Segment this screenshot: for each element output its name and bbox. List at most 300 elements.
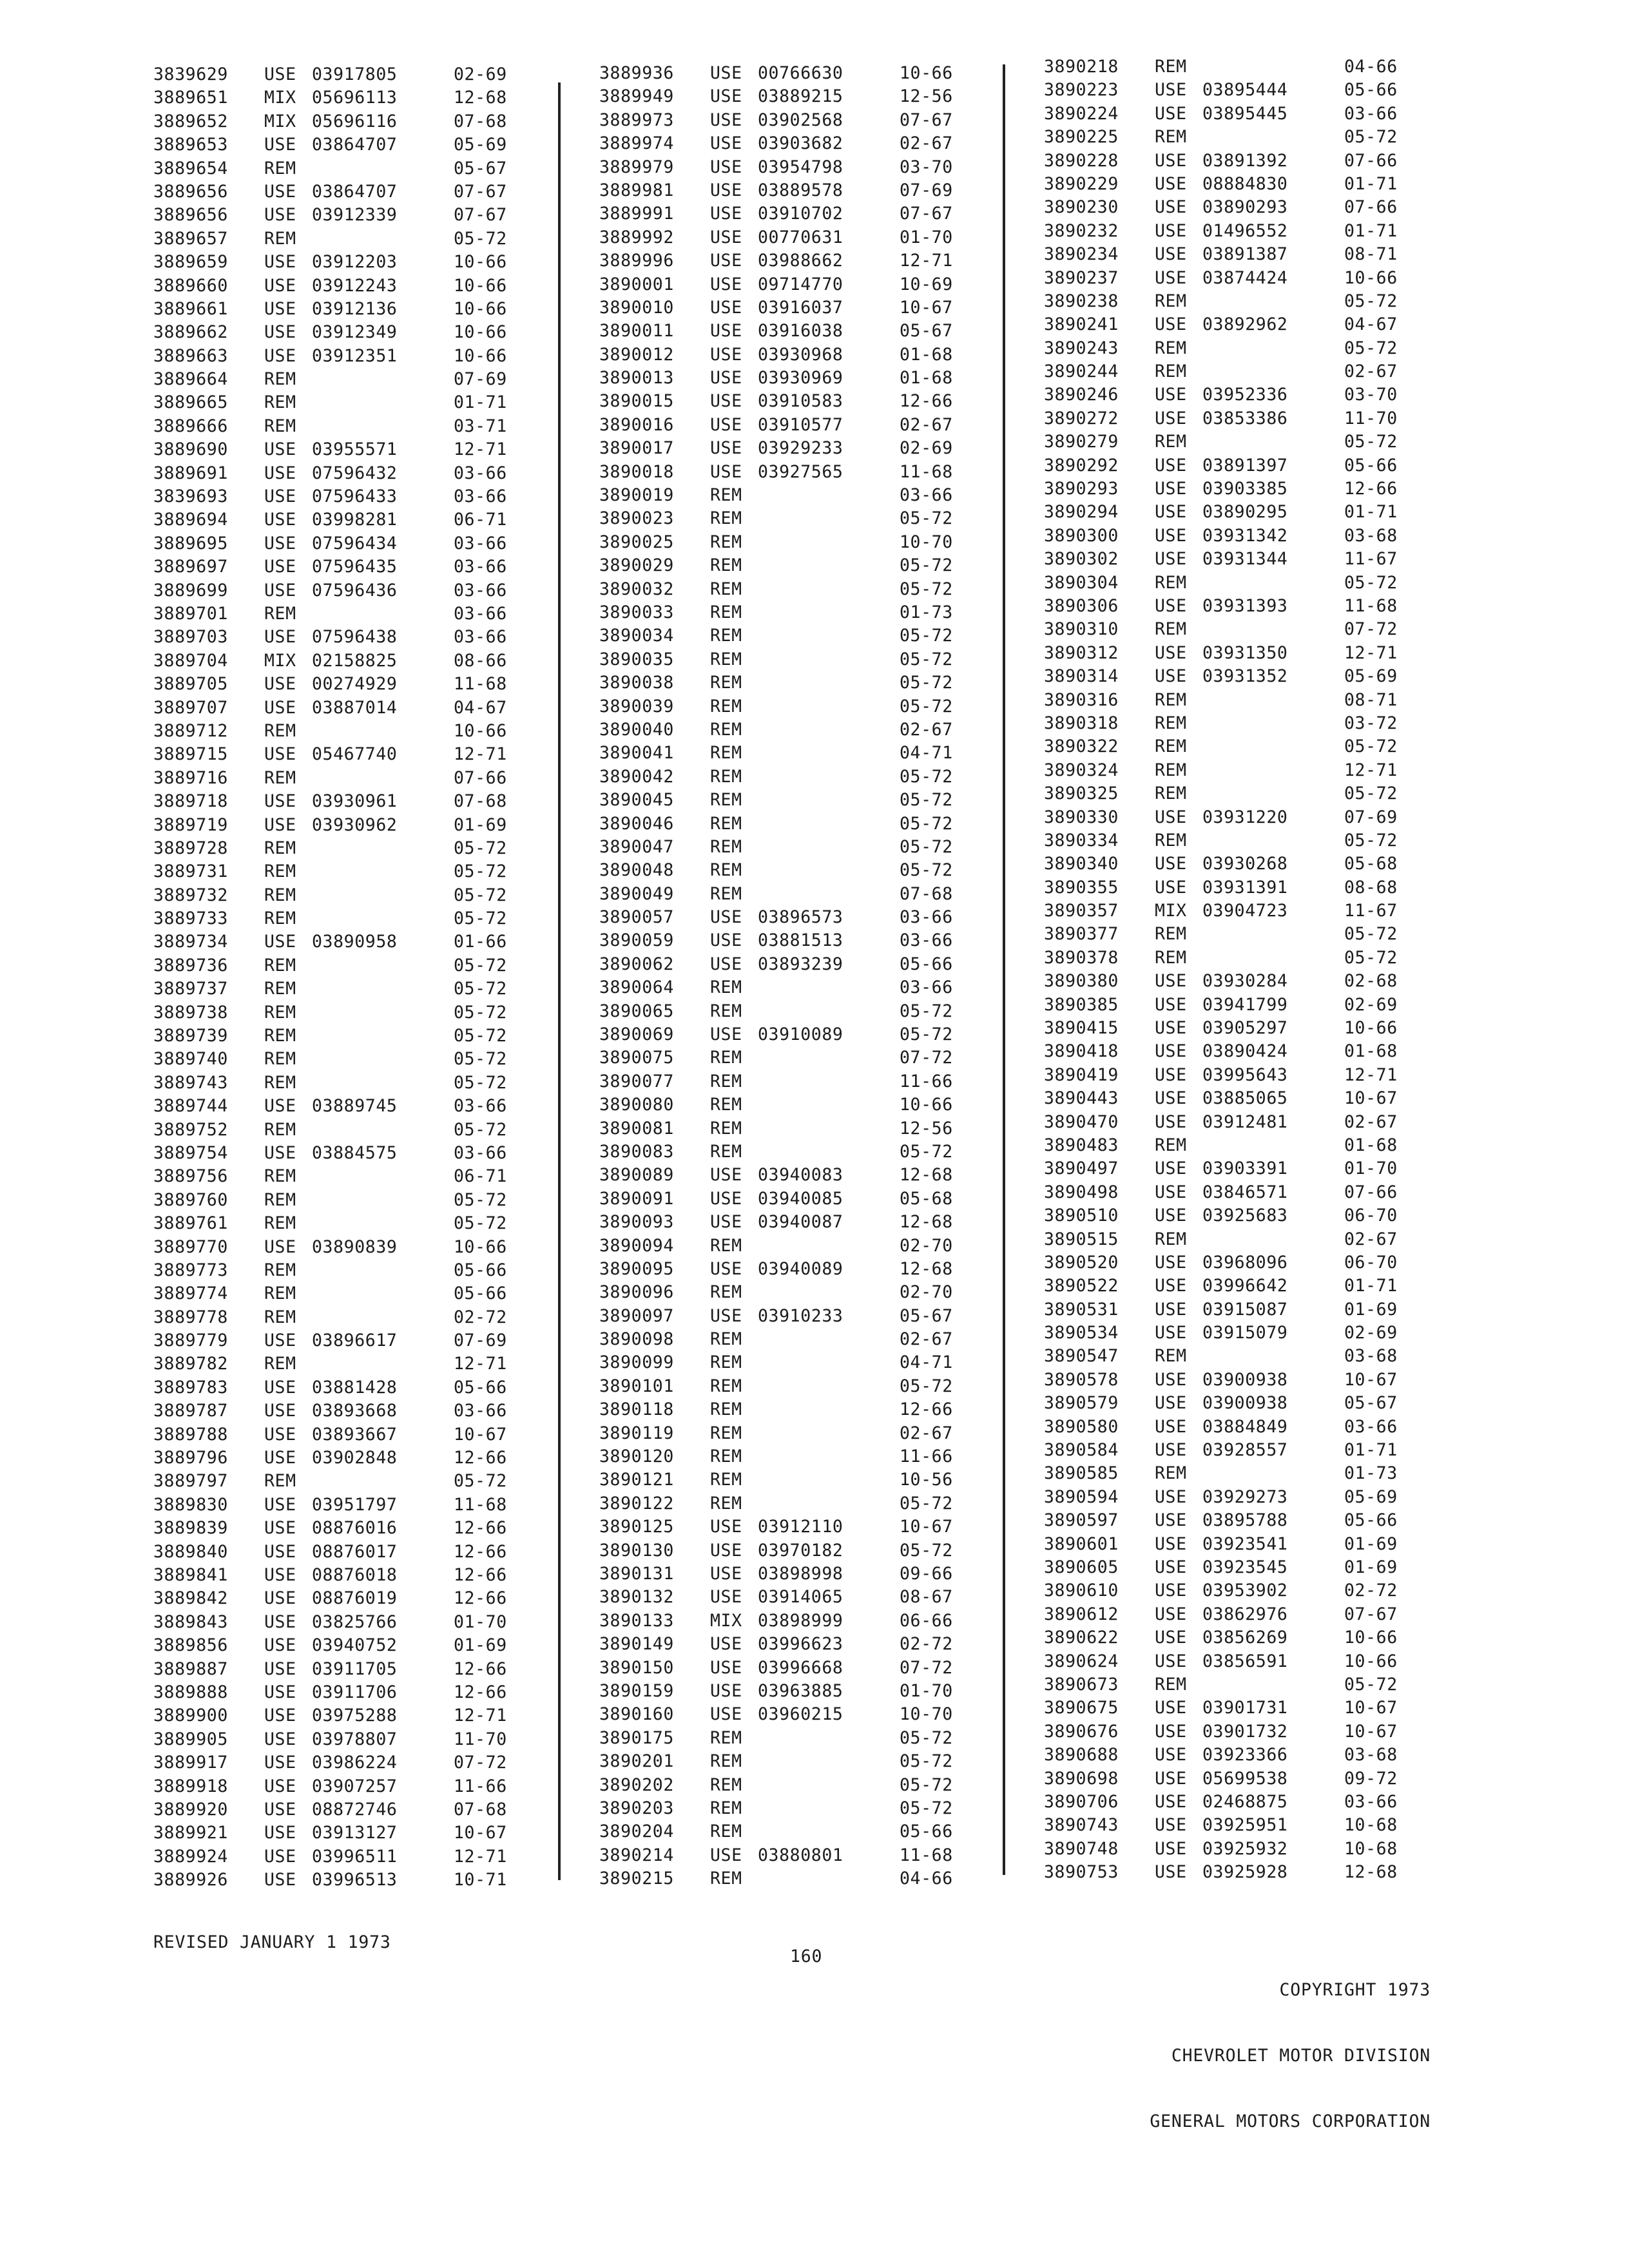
part-number: 3839693: [153, 486, 228, 507]
effective-date: 05-72: [900, 1024, 953, 1045]
part-number: 3890019: [599, 485, 674, 506]
list-item: [1044, 1814, 1411, 1837]
part-number: 3889716: [153, 767, 228, 788]
list-item: [599, 531, 967, 554]
replacement-part-number: 02468875: [1202, 1791, 1288, 1812]
replacement-part-number: 03954798: [758, 157, 843, 177]
disposition-code: REM: [710, 1352, 742, 1373]
list-item: [153, 1611, 521, 1634]
effective-date: 11-68: [454, 674, 507, 695]
list-item: [153, 1470, 521, 1493]
part-number: 3889752: [153, 1119, 228, 1140]
effective-date: 05-69: [1344, 666, 1398, 687]
disposition-code: USE: [1155, 1486, 1187, 1507]
disposition-code: USE: [264, 1494, 296, 1515]
list-item: [153, 415, 521, 438]
disposition-code: USE: [1155, 1768, 1187, 1789]
list-item: [599, 1140, 967, 1164]
part-number: 3890013: [599, 368, 674, 389]
effective-date: 10-67: [900, 1517, 953, 1537]
list-item: [153, 63, 521, 86]
list-item: [1044, 1556, 1411, 1579]
disposition-code: REM: [264, 369, 296, 390]
effective-date: 10-66: [1344, 267, 1398, 288]
list-item: [1044, 1251, 1411, 1274]
part-number: 3889996: [599, 251, 674, 271]
effective-date: 10-67: [1344, 1698, 1398, 1718]
list-item: [1044, 1744, 1411, 1767]
disposition-code: REM: [264, 1119, 296, 1140]
effective-date: 10-66: [454, 720, 507, 741]
effective-date: 06-70: [1344, 1252, 1398, 1273]
part-number: 3889737: [153, 979, 228, 999]
effective-date: 05-72: [900, 1798, 953, 1818]
list-item: [599, 1774, 967, 1797]
effective-date: 05-68: [900, 1188, 953, 1209]
effective-date: 10-66: [454, 345, 507, 366]
disposition-code: REM: [710, 1071, 742, 1091]
disposition-code: USE: [1155, 502, 1187, 523]
list-item: [153, 579, 521, 602]
disposition-code: USE: [264, 1823, 296, 1843]
list-item: [599, 1211, 967, 1234]
replacement-part-number: 03885065: [1202, 1088, 1288, 1109]
effective-date: 10-70: [900, 1704, 953, 1725]
effective-date: 10-66: [900, 63, 953, 83]
replacement-part-number: 03898999: [758, 1610, 843, 1631]
disposition-code: USE: [710, 180, 742, 200]
disposition-code: USE: [710, 414, 742, 435]
part-number: 3890418: [1044, 1041, 1119, 1062]
effective-date: 03-71: [454, 416, 507, 436]
replacement-part-number: 03903391: [1202, 1158, 1288, 1179]
list-item: [153, 110, 521, 133]
list-item: [153, 1399, 521, 1423]
part-number: 3890292: [1044, 455, 1119, 476]
disposition-code: REM: [1155, 689, 1187, 710]
copyright-block: [1070, 1936, 1431, 2155]
part-number: 3890510: [1044, 1206, 1119, 1226]
replacement-part-number: 03895445: [1202, 103, 1288, 124]
effective-date: 04-71: [900, 743, 953, 764]
list-item: [153, 720, 521, 743]
disposition-code: REM: [710, 1727, 742, 1748]
list-item: [599, 765, 967, 789]
disposition-code: REM: [710, 1141, 742, 1162]
effective-date: 05-67: [900, 321, 953, 341]
part-number: 3889841: [153, 1565, 228, 1585]
list-item: [599, 976, 967, 999]
replacement-part-number: 08872746: [312, 1799, 398, 1820]
effective-date: 07-72: [900, 1048, 953, 1068]
part-number: 3890201: [599, 1751, 674, 1772]
list-item: [1044, 1861, 1411, 1884]
list-item: [153, 1259, 521, 1282]
disposition-code: USE: [264, 135, 296, 155]
disposition-code: USE: [710, 86, 742, 107]
disposition-code: REM: [1155, 736, 1187, 757]
part-number: 3889788: [153, 1424, 228, 1445]
disposition-code: REM: [1155, 1463, 1187, 1484]
replacement-part-number: 03929273: [1202, 1486, 1288, 1507]
effective-date: 05-72: [900, 508, 953, 529]
replacement-part-number: 05696116: [312, 111, 398, 131]
disposition-code: USE: [264, 1753, 296, 1773]
disposition-code: USE: [1155, 549, 1187, 570]
part-number: 3889797: [153, 1471, 228, 1492]
list-item: [153, 930, 521, 954]
effective-date: 01-70: [900, 227, 953, 247]
disposition-code: USE: [1155, 408, 1187, 428]
part-number: 3889773: [153, 1260, 228, 1280]
list-item: [599, 156, 967, 179]
disposition-code: REM: [264, 838, 296, 858]
effective-date: 03-66: [454, 627, 507, 648]
disposition-code: REM: [710, 813, 742, 834]
list-item: [1044, 735, 1411, 758]
part-number: 3890380: [1044, 971, 1119, 992]
effective-date: 12-71: [454, 1706, 507, 1726]
list-item: [599, 437, 967, 460]
part-number: 3889856: [153, 1635, 228, 1656]
disposition-code: USE: [264, 181, 296, 202]
disposition-code: REM: [710, 1869, 742, 1889]
list-item: [1044, 1462, 1411, 1485]
part-number: 3890294: [1044, 502, 1119, 523]
list-item: [153, 391, 521, 414]
effective-date: 02-70: [900, 1235, 953, 1256]
list-item: [153, 251, 521, 274]
effective-date: 03-66: [454, 580, 507, 601]
disposition-code: REM: [710, 766, 742, 787]
list-item: [1044, 712, 1411, 735]
effective-date: 02-67: [900, 133, 953, 154]
effective-date: 03-66: [900, 907, 953, 928]
part-number: 3889756: [153, 1166, 228, 1187]
disposition-code: USE: [264, 1377, 296, 1398]
effective-date: 10-66: [454, 1236, 507, 1257]
part-number: 3890094: [599, 1235, 674, 1256]
replacement-part-number: 03912243: [312, 275, 398, 296]
effective-date: 01-71: [1344, 1276, 1398, 1296]
replacement-part-number: 03978807: [312, 1729, 398, 1749]
effective-date: 05-72: [900, 860, 953, 881]
disposition-code: USE: [1155, 994, 1187, 1015]
replacement-part-number: 03955571: [312, 439, 398, 460]
effective-date: 03-66: [454, 1401, 507, 1421]
effective-date: 05-72: [1344, 924, 1398, 945]
part-number: 3890018: [599, 461, 674, 482]
replacement-part-number: 03864707: [312, 181, 398, 202]
replacement-part-number: 03890958: [312, 932, 398, 952]
replacement-part-number: 03923545: [1202, 1557, 1288, 1577]
part-number: 3890385: [1044, 994, 1119, 1015]
replacement-part-number: 03940085: [758, 1188, 843, 1209]
list-item: [153, 1001, 521, 1024]
list-item: [153, 602, 521, 626]
effective-date: 07-72: [900, 1657, 953, 1678]
disposition-code: REM: [1155, 1674, 1187, 1695]
disposition-code: USE: [1155, 1369, 1187, 1390]
part-number: 3890016: [599, 414, 674, 435]
effective-date: 03-66: [454, 557, 507, 577]
list-item: [153, 204, 521, 227]
disposition-code: REM: [710, 1235, 742, 1256]
disposition-code: REM: [710, 883, 742, 904]
disposition-code: USE: [264, 557, 296, 577]
effective-date: 03-66: [900, 930, 953, 951]
list-item: [1044, 852, 1411, 876]
effective-date: 05-72: [900, 766, 953, 787]
disposition-code: REM: [1155, 783, 1187, 804]
replacement-part-number: 03931352: [1202, 666, 1288, 687]
part-number: 3890215: [599, 1869, 674, 1889]
disposition-code: USE: [264, 1706, 296, 1726]
list-item: [153, 1376, 521, 1399]
column-divider-1: [558, 82, 561, 1880]
disposition-code: USE: [1155, 666, 1187, 687]
list-item: [153, 1869, 521, 1892]
list-item: [1044, 642, 1411, 665]
disposition-code: REM: [710, 485, 742, 506]
part-number: 3890130: [599, 1540, 674, 1561]
part-number: 3890223: [1044, 80, 1119, 101]
part-number: 3889701: [153, 603, 228, 624]
part-number: 3889843: [153, 1611, 228, 1632]
part-number: 3890230: [1044, 197, 1119, 218]
effective-date: 05-72: [900, 813, 953, 834]
part-number: 3890029: [599, 555, 674, 576]
part-number: 3889652: [153, 111, 228, 131]
replacement-part-number: 07596436: [312, 580, 398, 601]
list-item: [1044, 407, 1411, 430]
list-item: [153, 697, 521, 720]
list-item: [599, 1680, 967, 1703]
disposition-code: REM: [264, 1307, 296, 1327]
replacement-part-number: 03913127: [312, 1823, 398, 1843]
replacement-part-number: 03928557: [1202, 1440, 1288, 1461]
list-item: [599, 624, 967, 648]
disposition-code: REM: [264, 1471, 296, 1492]
part-number: 3890096: [599, 1282, 674, 1303]
list-item: [153, 954, 521, 977]
effective-date: 07-66: [1344, 150, 1398, 171]
part-number: 3890064: [599, 977, 674, 998]
disposition-code: USE: [710, 438, 742, 459]
disposition-code: USE: [1155, 1252, 1187, 1273]
effective-date: 03-66: [454, 603, 507, 624]
part-number: 3890578: [1044, 1369, 1119, 1390]
effective-date: 02-72: [900, 1634, 953, 1655]
effective-date: 01-69: [1344, 1299, 1398, 1320]
list-item: [153, 1517, 521, 1540]
list-item: [599, 601, 967, 624]
part-number: 3890241: [1044, 314, 1119, 335]
disposition-code: USE: [1155, 1581, 1187, 1601]
part-number: 3890034: [599, 626, 674, 646]
replacement-part-number: 03951797: [312, 1494, 398, 1515]
effective-date: 07-72: [1344, 619, 1398, 640]
replacement-part-number: 09714770: [758, 274, 843, 294]
part-number: 3889665: [153, 392, 228, 413]
effective-date: 12-56: [900, 86, 953, 107]
effective-date: 05-72: [1344, 432, 1398, 452]
effective-date: 01-69: [454, 1635, 507, 1656]
list-item: [599, 1610, 967, 1633]
part-number: 3889840: [153, 1541, 228, 1562]
part-number: 3890228: [1044, 150, 1119, 171]
disposition-code: USE: [264, 1588, 296, 1609]
disposition-code: USE: [1155, 385, 1187, 405]
list-item: [153, 977, 521, 1001]
replacement-part-number: 03912481: [1202, 1111, 1288, 1132]
list-item: [153, 814, 521, 837]
list-item: [1044, 994, 1411, 1017]
effective-date: 05-67: [1344, 1393, 1398, 1414]
part-number: 3889926: [153, 1870, 228, 1890]
replacement-part-number: 03925932: [1202, 1838, 1288, 1859]
list-item: [599, 461, 967, 484]
part-number: 3889770: [153, 1236, 228, 1257]
part-number: 3889761: [153, 1213, 228, 1234]
effective-date: 01-69: [1344, 1533, 1398, 1554]
list-item: [153, 1165, 521, 1188]
part-number: 3889796: [153, 1448, 228, 1468]
effective-date: 10-69: [900, 274, 953, 294]
effective-date: 08-71: [1344, 689, 1398, 710]
disposition-code: USE: [1155, 1791, 1187, 1812]
disposition-code: USE: [710, 1680, 742, 1701]
disposition-code: USE: [710, 1540, 742, 1561]
list-item: [599, 484, 967, 507]
effective-date: 05-72: [454, 1002, 507, 1023]
part-number: 3889842: [153, 1588, 228, 1609]
disposition-code: USE: [264, 1635, 296, 1656]
disposition-code: USE: [710, 1165, 742, 1186]
effective-date: 08-71: [1344, 244, 1398, 265]
disposition-code: REM: [264, 1072, 296, 1093]
effective-date: 05-68: [1344, 854, 1398, 874]
effective-date: 07-67: [900, 110, 953, 130]
effective-date: 05-72: [900, 626, 953, 646]
effective-date: 12-66: [454, 1658, 507, 1679]
effective-date: 03-72: [1344, 713, 1398, 733]
disposition-code: USE: [710, 1845, 742, 1865]
list-item: [599, 226, 967, 249]
part-number: 3890419: [1044, 1064, 1119, 1085]
list-item: [599, 1281, 967, 1304]
part-number: 3889699: [153, 580, 228, 601]
effective-date: 03-68: [1344, 1745, 1398, 1765]
list-item: [1044, 1228, 1411, 1251]
list-item: [1044, 290, 1411, 313]
list-item: [599, 906, 967, 929]
part-number: 3890743: [1044, 1815, 1119, 1836]
effective-date: 05-67: [900, 1305, 953, 1326]
list-item: [153, 321, 521, 344]
part-number: 3889936: [599, 63, 674, 83]
part-number: 3890125: [599, 1517, 674, 1537]
replacement-part-number: 03996623: [758, 1634, 843, 1655]
effective-date: 06-66: [900, 1610, 953, 1631]
disposition-code: USE: [264, 533, 296, 553]
list-item: [153, 1072, 521, 1095]
effective-date: 05-72: [454, 1026, 507, 1046]
part-number: 3889697: [153, 557, 228, 577]
effective-date: 01-71: [1344, 502, 1398, 523]
part-number: 3889704: [153, 650, 228, 671]
replacement-part-number: 03912203: [312, 252, 398, 273]
disposition-code: REM: [264, 1166, 296, 1187]
replacement-part-number: 03902848: [312, 1448, 398, 1468]
list-item: [153, 157, 521, 180]
list-item: [599, 249, 967, 273]
part-number: 3890238: [1044, 291, 1119, 311]
disposition-code: REM: [710, 1470, 742, 1490]
part-number: 3889783: [153, 1377, 228, 1398]
disposition-code: REM: [264, 603, 296, 624]
disposition-code: USE: [264, 1565, 296, 1585]
list-item: [599, 929, 967, 952]
effective-date: 02-69: [1344, 1323, 1398, 1343]
part-number: 3890515: [1044, 1229, 1119, 1249]
disposition-code: MIX: [264, 650, 296, 671]
effective-date: 07-69: [454, 1331, 507, 1351]
replacement-part-number: 03975288: [312, 1706, 398, 1726]
list-item: [153, 1821, 521, 1845]
list-item: [599, 1305, 967, 1328]
effective-date: 12-71: [454, 439, 507, 460]
part-number: 3890520: [1044, 1252, 1119, 1273]
part-number: 3890610: [1044, 1581, 1119, 1601]
disposition-code: USE: [1155, 1182, 1187, 1202]
list-item: [1044, 1017, 1411, 1040]
replacement-part-number: 03898998: [758, 1564, 843, 1584]
disposition-code: USE: [264, 1331, 296, 1351]
disposition-code: REM: [710, 1446, 742, 1467]
part-number: 3890324: [1044, 760, 1119, 780]
replacement-part-number: 08884830: [1202, 173, 1288, 194]
part-number: 3890357: [1044, 901, 1119, 921]
part-number: 3890498: [1044, 1182, 1119, 1202]
list-item: [599, 859, 967, 882]
effective-date: 10-66: [454, 252, 507, 273]
part-number: 3890580: [1044, 1416, 1119, 1437]
list-item: [153, 1798, 521, 1821]
part-number: 3889917: [153, 1753, 228, 1773]
part-number: 3890246: [1044, 385, 1119, 405]
list-item: [599, 1657, 967, 1680]
disposition-code: USE: [1155, 1299, 1187, 1320]
part-number: 3889694: [153, 510, 228, 530]
disposition-code: USE: [1155, 1323, 1187, 1343]
replacement-part-number: 03901731: [1202, 1698, 1288, 1718]
effective-date: 05-69: [454, 135, 507, 155]
effective-date: 10-66: [454, 322, 507, 343]
effective-date: 02-72: [1344, 1581, 1398, 1601]
effective-date: 04-71: [900, 1352, 953, 1373]
disposition-code: USE: [1155, 1440, 1187, 1461]
disposition-code: USE: [264, 1448, 296, 1468]
effective-date: 04-67: [454, 697, 507, 718]
effective-date: 07-68: [900, 883, 953, 904]
list-item: [599, 718, 967, 742]
list-item: [1044, 923, 1411, 946]
effective-date: 05-67: [454, 158, 507, 178]
disposition-code: REM: [1155, 432, 1187, 452]
list-item: [1044, 1720, 1411, 1744]
replacement-part-number: 03986224: [312, 1753, 398, 1773]
